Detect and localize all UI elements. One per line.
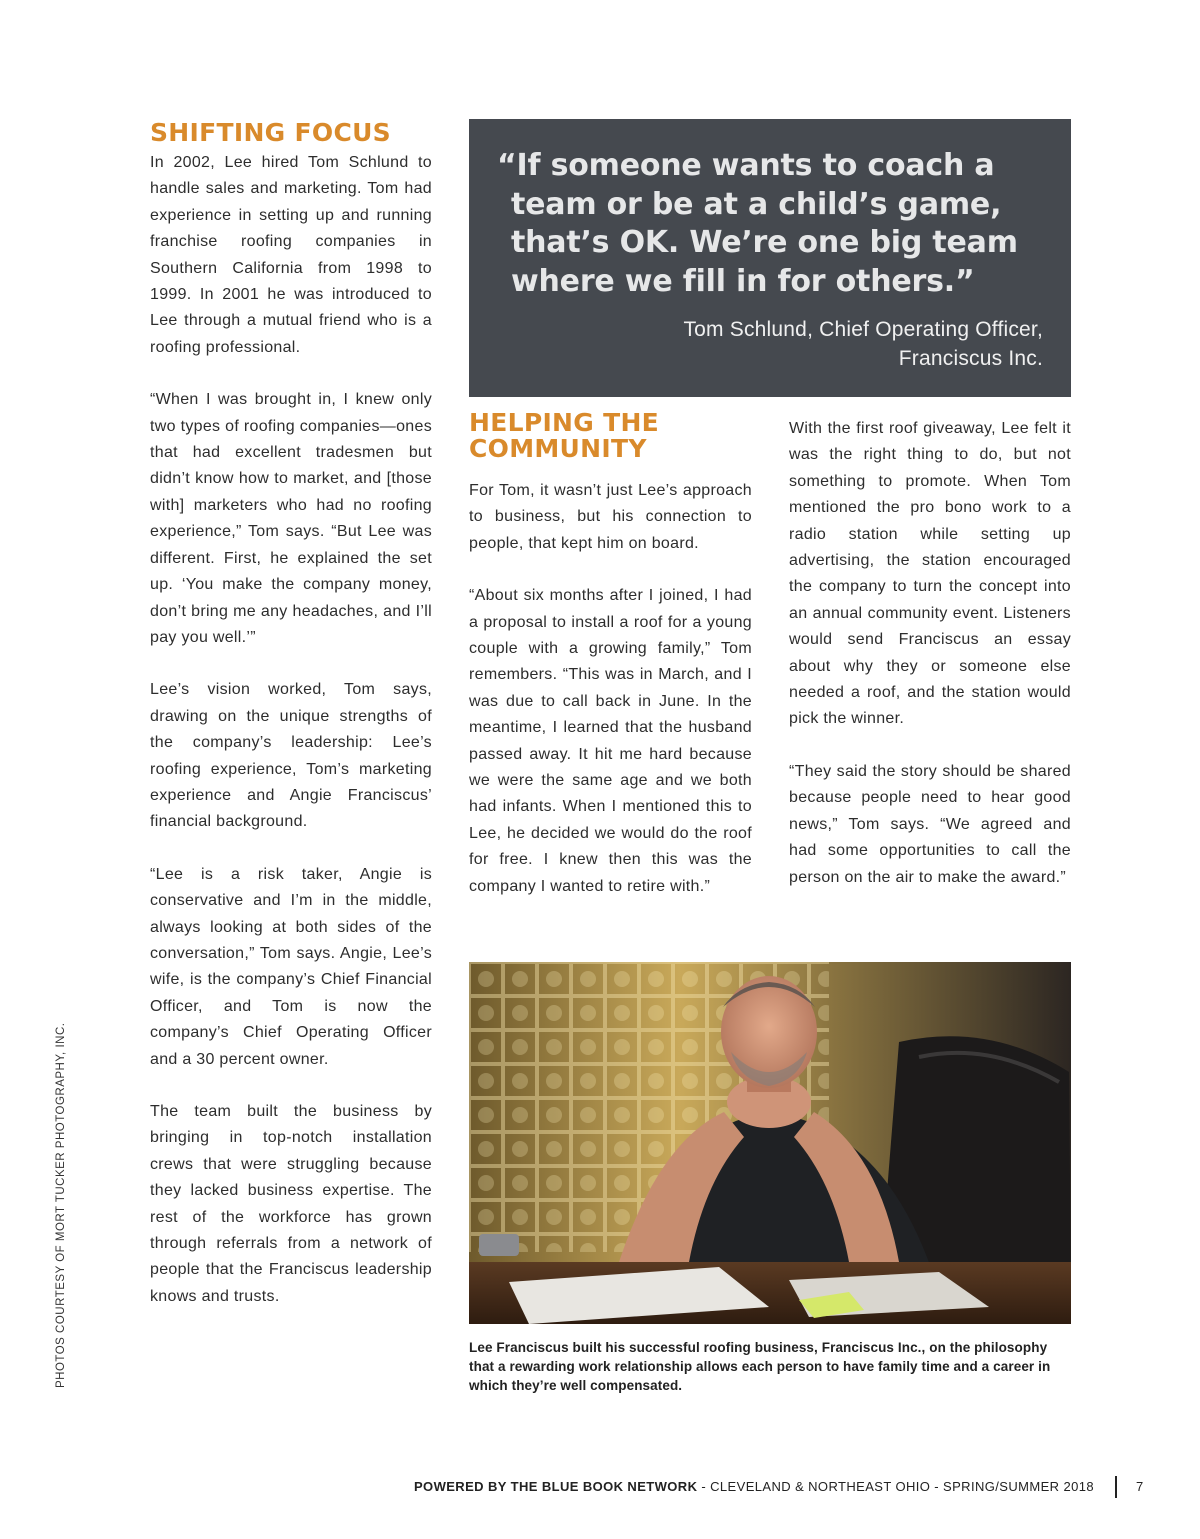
right-column [789, 416, 1071, 917]
photo-credit: PHOTOS COURTESY OF MORT TUCKER PHOTOGRAPHY, INC. [55, 1022, 67, 1388]
paragraph: The team built the business by bringing in top-notch installation crews that were struggling because they lacked business expertise. The rest of the workforce has grown through referrals from a network of people that the Franciscus leadership knows and trusts. [150, 1103, 432, 1305]
section-heading-helping-community [469, 410, 752, 462]
footer-divider [1115, 1476, 1117, 1498]
portrait-photo-illustration [469, 962, 1071, 1324]
middle-column [469, 410, 752, 926]
footer-brand: POWERED BY THE BLUE BOOK NETWORK [413, 1479, 698, 1494]
paragraph: “Lee is a risk taker, Angie is conservative and I’m in the middle, always looking at both sides of the conversation,” Tom says. Angie, Lee’s wife, is the company’s Chief Financial Officer, and Tom is now the company’s Chief Operating Officer and a 30 percent owner. [150, 865, 432, 1068]
paragraph: “About six months after I joined, I had a proposal to install a roof for a young couple with a growing family,” Tom remembers. “This was in March, and I was due to call back in June. In the meantime, I learned that the husband passed away. It hit me hard because we were the same age and we both had infants. When I mentioned this to Lee, he decided we would do the roof for free. I knew then this was the company I wanted to retire with.” [469, 587, 752, 895]
attribution-line: Franciscus Inc. [898, 347, 1043, 370]
left-column [150, 120, 432, 1336]
heading-line: COMMUNITY [469, 434, 647, 463]
section-heading-shifting-focus: SHIFTING FOCUS [150, 118, 391, 147]
paragraph: “They said the story should be shared because people need to hear good news,” Tom says. “We agreed and had some opportunities to call the person on the air to make the award.” [789, 762, 1071, 886]
attribution-line: Tom Schlund, Chief Operating Officer, [683, 318, 1043, 341]
portrait-photo [469, 962, 1071, 1324]
paragraph: For Tom, it wasn’t just Lee’s approach to business, but his connection to people, that kept him on board. [469, 482, 752, 552]
paragraph: With the first roof giveaway, Lee felt it was the right thing to do, but not something to promote. When Tom mentioned the pro bono work to a radio station while setting up advertising, the station encouraged the company to turn the concept into an annual community event. Listeners would send Franciscus an essay about why they or someone else needed a roof, and the station would pick the winner. [789, 420, 1071, 728]
pull-quote-box [469, 119, 1071, 397]
heading-line: HELPING THE [469, 408, 660, 437]
photo-caption: Lee Franciscus built his successful roofing business, Franciscus Inc., on the philosophy that a rewarding work relationship allows each person to have family time and a career in which they’re well compensated. [469, 1340, 1051, 1393]
paragraph: In 2002, Lee hired Tom Schlund to handle sales and marketing. Tom had experience in setting up and running franchise roofing companies in Southern California from 1998 to 1999. In 2001 he was introduced to Lee through a mutual friend who is a roofing professional. [150, 154, 432, 356]
paragraph: “When I was brought in, I knew only two types of roofing companies—ones that had excellent tradesmen but didn’t know how to market, and [those with] marketers who had no roofing experience,” Tom says. “But Lee was different. First, he explained the set up. ‘You make the company money, don’t bring me any headaches, and I’ll pay you well.’” [150, 391, 432, 646]
pull-quote-attribution [497, 315, 1043, 373]
footer-issue: - CLEVELAND & NORTHEAST OHIO - SPRING/SUMMER 2018 [697, 1479, 1094, 1494]
paragraph: Lee’s vision worked, Tom says, drawing on the unique strengths of the company’s leadership: Lee’s roofing experience, Tom’s marketing experience and Angie Franciscus’ financial background. [150, 681, 432, 831]
pull-quote-text: “If someone wants to coach a team or be at a child’s game, that’s OK. We’re one big team where we fill in for others.” [497, 148, 1018, 299]
page-footer [414, 1479, 1094, 1494]
page-number: 7 [1136, 1479, 1144, 1494]
